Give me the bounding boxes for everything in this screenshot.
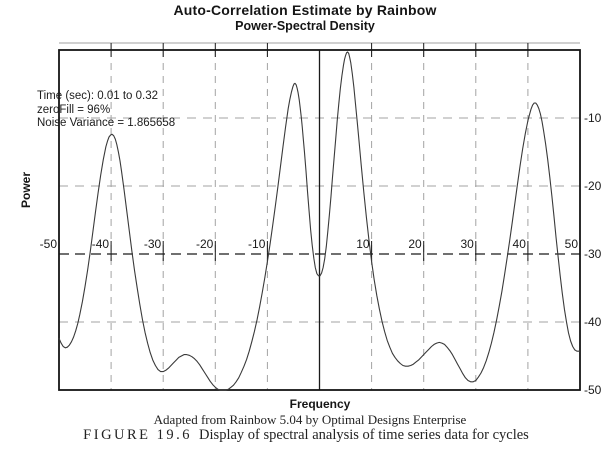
x-axis-label: Frequency bbox=[289, 397, 351, 411]
y-tick-label--40: -40 bbox=[584, 315, 602, 329]
x-tick-label-40: 40 bbox=[512, 237, 526, 251]
annotation-noise-variance: Noise Variance = 1.865658 bbox=[37, 117, 176, 129]
annotation-time-range: Time (sec): 0.01 to 0.32 bbox=[37, 90, 159, 102]
figure-caption bbox=[4, 427, 608, 444]
figure-caption-text: Display of spectral analysis of time series data for cycles bbox=[199, 427, 529, 443]
x-tick-label-10: 10 bbox=[356, 237, 370, 251]
y-tick-label--10: -10 bbox=[584, 111, 602, 125]
x-tick-label-30: 30 bbox=[460, 237, 474, 251]
annotation-zerofill: zeroFill = 96% bbox=[37, 103, 111, 116]
x-tick-label-50: 50 bbox=[564, 237, 578, 251]
y-tick-label--30: -30 bbox=[584, 247, 602, 261]
y-tick-label--50: -50 bbox=[584, 383, 602, 397]
chart-title: Auto-Correlation Estimate by Rainbow bbox=[173, 2, 437, 18]
y-axis-label: Power bbox=[19, 172, 33, 209]
x-tick-label--40: -40 bbox=[91, 237, 110, 251]
figure-caption-label: FIGURE 19.6 bbox=[83, 427, 193, 443]
chart-subtitle: Power-Spectral Density bbox=[235, 19, 375, 33]
plot-annotation bbox=[37, 90, 175, 131]
x-tick-label--20: -20 bbox=[195, 237, 214, 251]
x-tick-label--50: -50 bbox=[39, 237, 57, 251]
x-tick-label--30: -30 bbox=[143, 237, 162, 251]
caption-source: Adapted from Rainbow 5.04 by Optimal Designs Enterprise bbox=[153, 412, 467, 427]
y-tick-label--20: -20 bbox=[584, 179, 602, 193]
x-tick-label-20: 20 bbox=[408, 237, 422, 251]
x-tick-label--10: -10 bbox=[248, 237, 266, 251]
